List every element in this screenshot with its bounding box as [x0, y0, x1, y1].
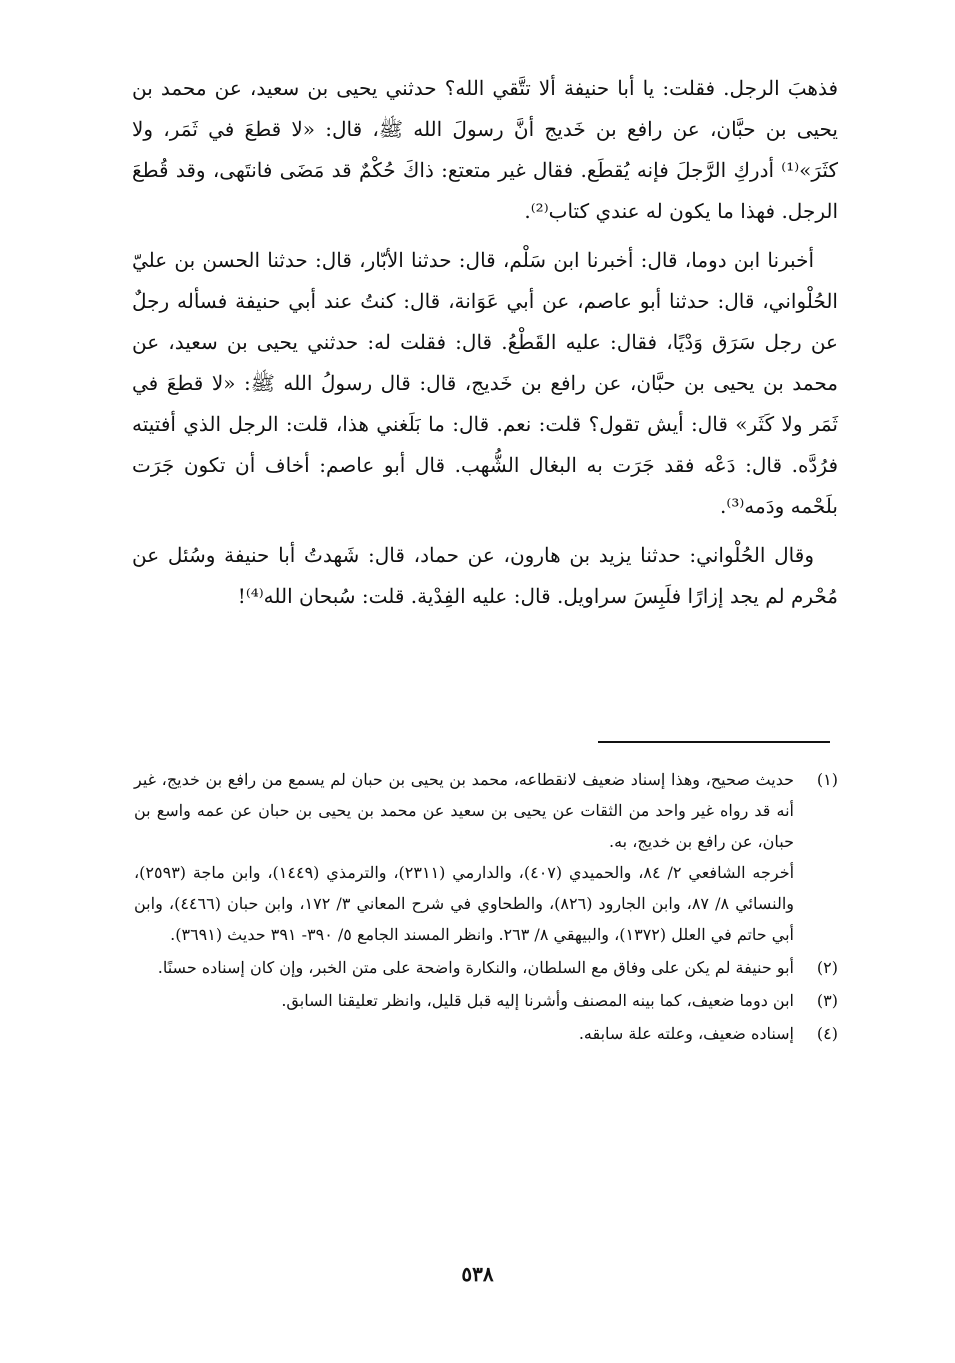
- footnote-3: [134, 985, 838, 1016]
- paragraph-3: وقال الحُلْواني: حدثنا يزيد بن هارون، عن حماد، قال: شَهدتُ أبا حنيفة وسُئل عن مُحْرم لم يجد إزارًا فلَبِسَ سراويل. قال: عليه الفِدْية. قلت: سُبحان الله⁽⁴⁾!: [132, 543, 838, 608]
- footnote-number: (٢): [816, 958, 838, 977]
- footnote-4: [134, 1018, 838, 1049]
- footnote-text: حديث صحيح، وهذا إسناد ضعيف لانقطاعه، محمد بن يحيى بن حبان لم يسمع من رافع بن خديج، غير أنه قد رواه غير واحد من الثقات عن يحيى بن سعيد عن محمد بن يحيى بن حبان عن عمه واسع بن حبان، عن رافع بن خديج، به.: [134, 770, 794, 851]
- paragraph-2: أخبرنا ابن دوما، قال: أخبرنا ابن سَلْم، قال: حدثنا الأبّار، قال: حدثنا الحسن بن عليّ الحُلْواني، قال: حدثنا أبو عاصم، عن أبي عَوَانة، قال: كنتُ عند أبي حنيفة فسأله رجلٌ عن رجل سَرَق وَدْيًا، فقال: عليه القَطْعُ. قال: فقلت له: حدثني يحيى بن سعيد، عن محمد بن يحيى بن حبَّان، عن رافع بن خَديج، قال: قال رسولُ الله ﷺ: «لا قطعَ في ثَمَر ولا كَثَر» قال: أيش تقول؟ قلت: نعم. قال: ما بَلَغني هذا، قلت: الرجل الذي أفتيته فرُدَّه. قال: دَعْه فقد جَرَت به البغال الشُّهب. قال أبو عاصم: أخاف أن تكون جَرَت بلَحْمه ودَمه⁽³⁾.: [132, 248, 838, 518]
- footnote-body: [134, 1018, 794, 1049]
- footnote-text: أخرجه الشافعي ٢/ ٨٤، والحميدي (٤٠٧)، والدارمي (٢٣١١)، والترمذي (١٤٤٩)، وابن ماجة (٢٥٩٣)، والنسائي ٨/ ٨٧، وابن الجارود (٨٢٦)، والطحاوي في شرح المعاني ٣/ ١٧٢، وابن حبان (٤٤٦٦)، وابن أبي حاتم في العلل (١٣٧٢)، والبيهقي ٨/ ٢٦٣. وانظر المسند الجامع ٥/ ٣٩٠- ٣٩١ حديث (٣٦٩١).: [134, 863, 795, 944]
- footnote-text: إسناده ضعيف، وعلته علة سابقه.: [578, 1024, 794, 1043]
- footnote-body: [134, 985, 794, 1016]
- footnote-2: [134, 952, 838, 983]
- footnote-number: (١): [816, 770, 838, 789]
- page-number: ٥٣٨: [461, 1262, 494, 1286]
- footnote-number: (٣): [816, 991, 838, 1010]
- paragraph-1: فذهبَ الرجل. فقلت: يا أبا حنيفة ألا تتَّقي الله؟ حدثني يحيى بن سعيد، عن محمد بن يحيى بن حبَّان، عن رافع بن خَديج أنَّ رسولَ الله ﷺ، قال: «لا قطعَ في ثَمَر، ولا كثَرَ»⁽¹⁾ أدركِ الرَّجلَ فإنه يُقطَع. فقال غير متعتع: ذاكَ حُكْمٌ قد مَضَى فانتَهى، وقد قُطعَ الرجل. فهذا ما يكون له عندي كتاب⁽²⁾.: [132, 76, 839, 223]
- footnote-separator: [598, 741, 830, 743]
- footnote-number: (٤): [816, 1024, 838, 1043]
- footnote-body: [134, 952, 794, 983]
- main-text: [132, 68, 838, 617]
- footnote-1: [134, 764, 838, 950]
- footnote-text: ابن دوما ضعيف، كما بينه المصنف وأشرنا إليه قبل قليل، وانظر تعليقنا السابق.: [281, 991, 794, 1010]
- footnote-body: [134, 764, 794, 950]
- footnotes: [134, 764, 838, 1051]
- footnote-text: أبو حنيفة لم يكن على وفاق مع السلطان، والنكارة واضحة على متن الخبر، وإن كان إسناده حسنًا.: [157, 958, 794, 977]
